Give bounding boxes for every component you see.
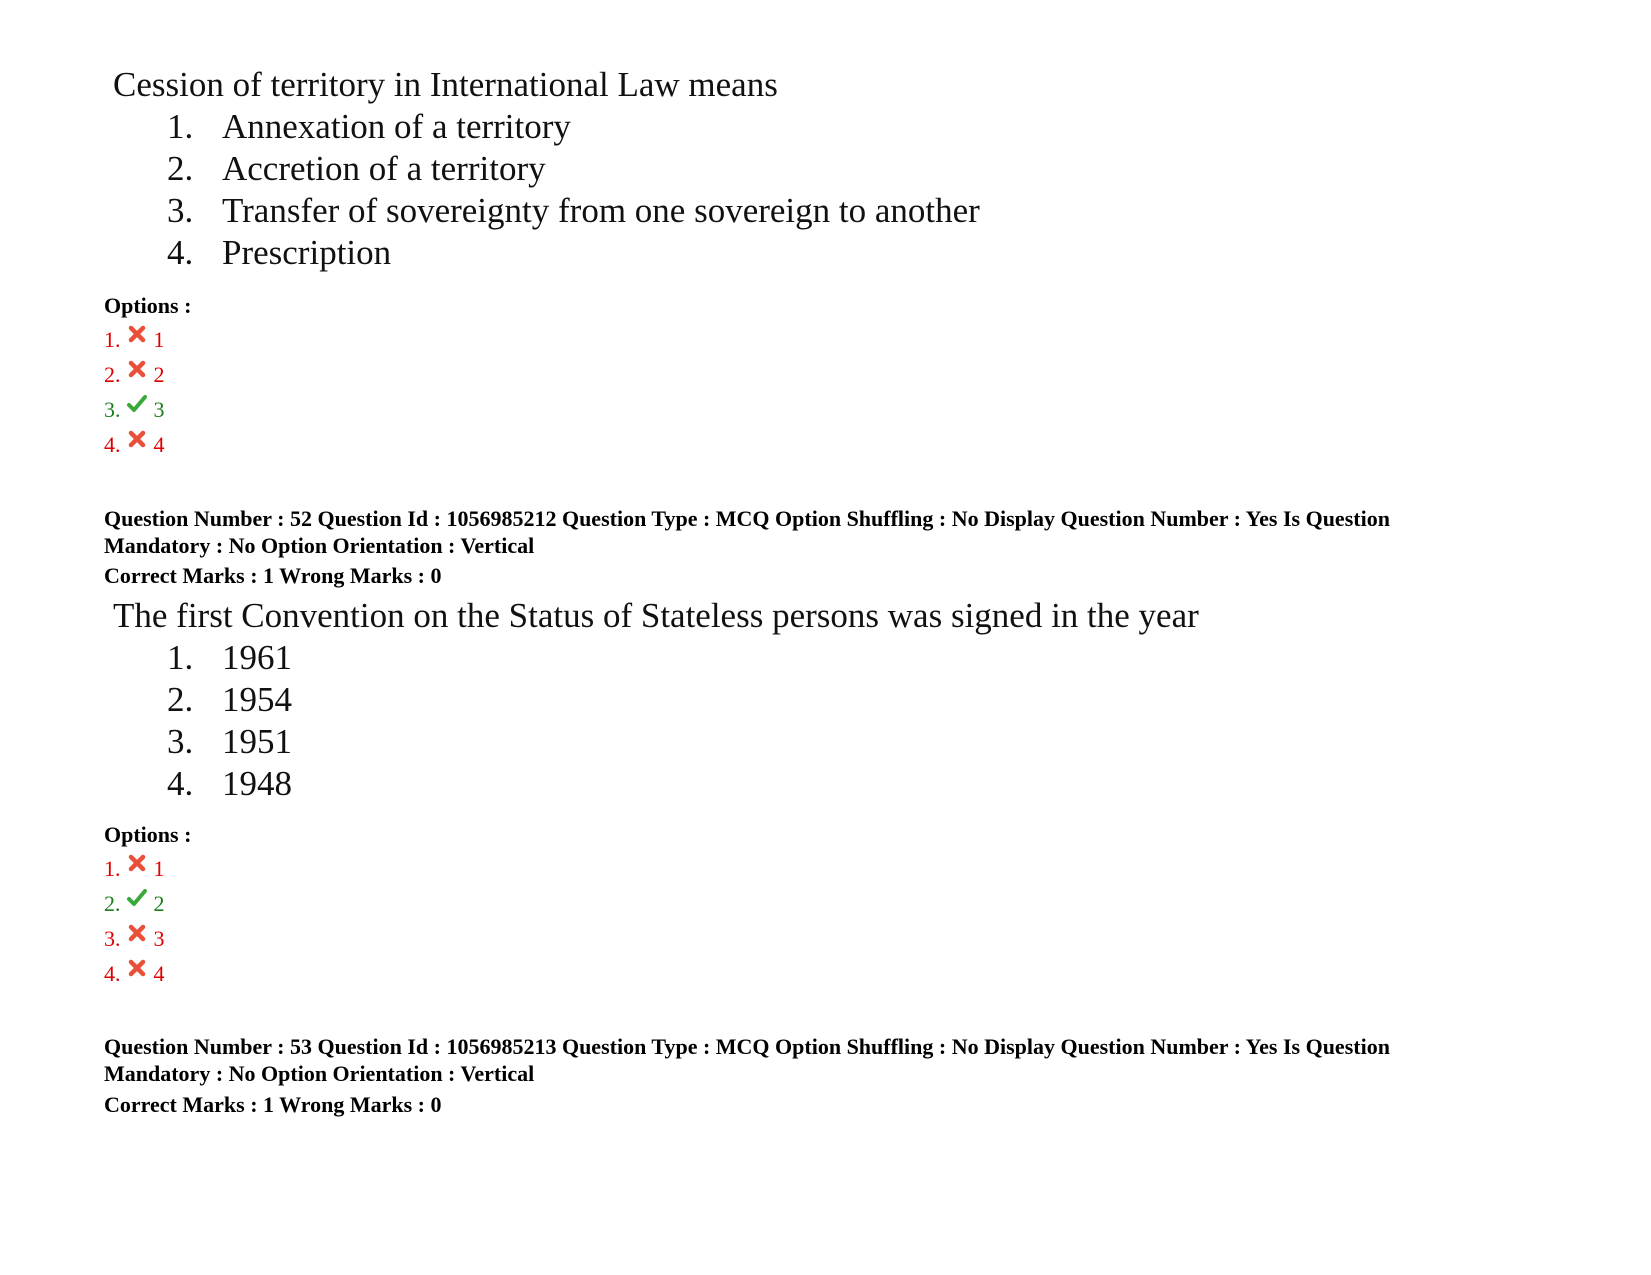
options-label: Options : <box>104 293 192 318</box>
cross-icon <box>127 324 147 344</box>
choice-item: 4. 1948 <box>167 764 292 803</box>
cross-icon <box>127 359 147 379</box>
choice-item: 1. 1961 <box>167 638 292 677</box>
cross-icon <box>127 429 147 449</box>
choice-item: 3. Transfer of sovereignty from one sovereign to another <box>167 191 980 230</box>
options-label: Options : <box>104 822 192 847</box>
cross-icon <box>127 958 147 978</box>
marks-info: Correct Marks : 1 Wrong Marks : 0 <box>104 563 442 588</box>
choice-item: 3. 1951 <box>167 722 292 761</box>
cross-icon <box>127 853 147 873</box>
choice-item: 1. Annexation of a territory <box>167 107 571 146</box>
option-item: 4. 4 <box>104 427 165 462</box>
check-icon <box>127 888 147 908</box>
option-item: 3. 3 <box>104 921 165 956</box>
question-meta: Question Number : 52 Question Id : 1056985212 Question Type : MCQ Option Shuffling : No Display Question Number : Yes Is Question Mandatory : No Option Orientation : Vertical <box>104 506 1390 558</box>
cross-icon <box>127 923 147 943</box>
options-list <box>104 322 165 462</box>
choice-item: 2. Accretion of a territory <box>167 149 546 188</box>
option-item: 2. 2 <box>104 886 165 921</box>
choice-item: 2. 1954 <box>167 680 292 719</box>
option-item: 4. 4 <box>104 956 165 991</box>
question-stem: Cession of territory in International Law means <box>113 65 778 104</box>
question-meta: Question Number : 53 Question Id : 1056985213 Question Type : MCQ Option Shuffling : No Display Question Number : Yes Is Question Mandatory : No Option Orientation : Vertical <box>104 1034 1390 1086</box>
choice-list <box>167 106 980 274</box>
check-icon <box>127 394 147 414</box>
option-item: 3. 3 <box>104 392 165 427</box>
choice-list <box>167 637 292 805</box>
options-list <box>104 851 165 991</box>
marks-info: Correct Marks : 1 Wrong Marks : 0 <box>104 1092 442 1117</box>
choice-item: 4. Prescription <box>167 233 392 272</box>
question-stem: The first Convention on the Status of Stateless persons was signed in the year <box>113 596 1199 635</box>
option-item: 2. 2 <box>104 357 165 392</box>
option-item: 1. 1 <box>104 322 165 357</box>
option-item: 1. 1 <box>104 851 165 886</box>
